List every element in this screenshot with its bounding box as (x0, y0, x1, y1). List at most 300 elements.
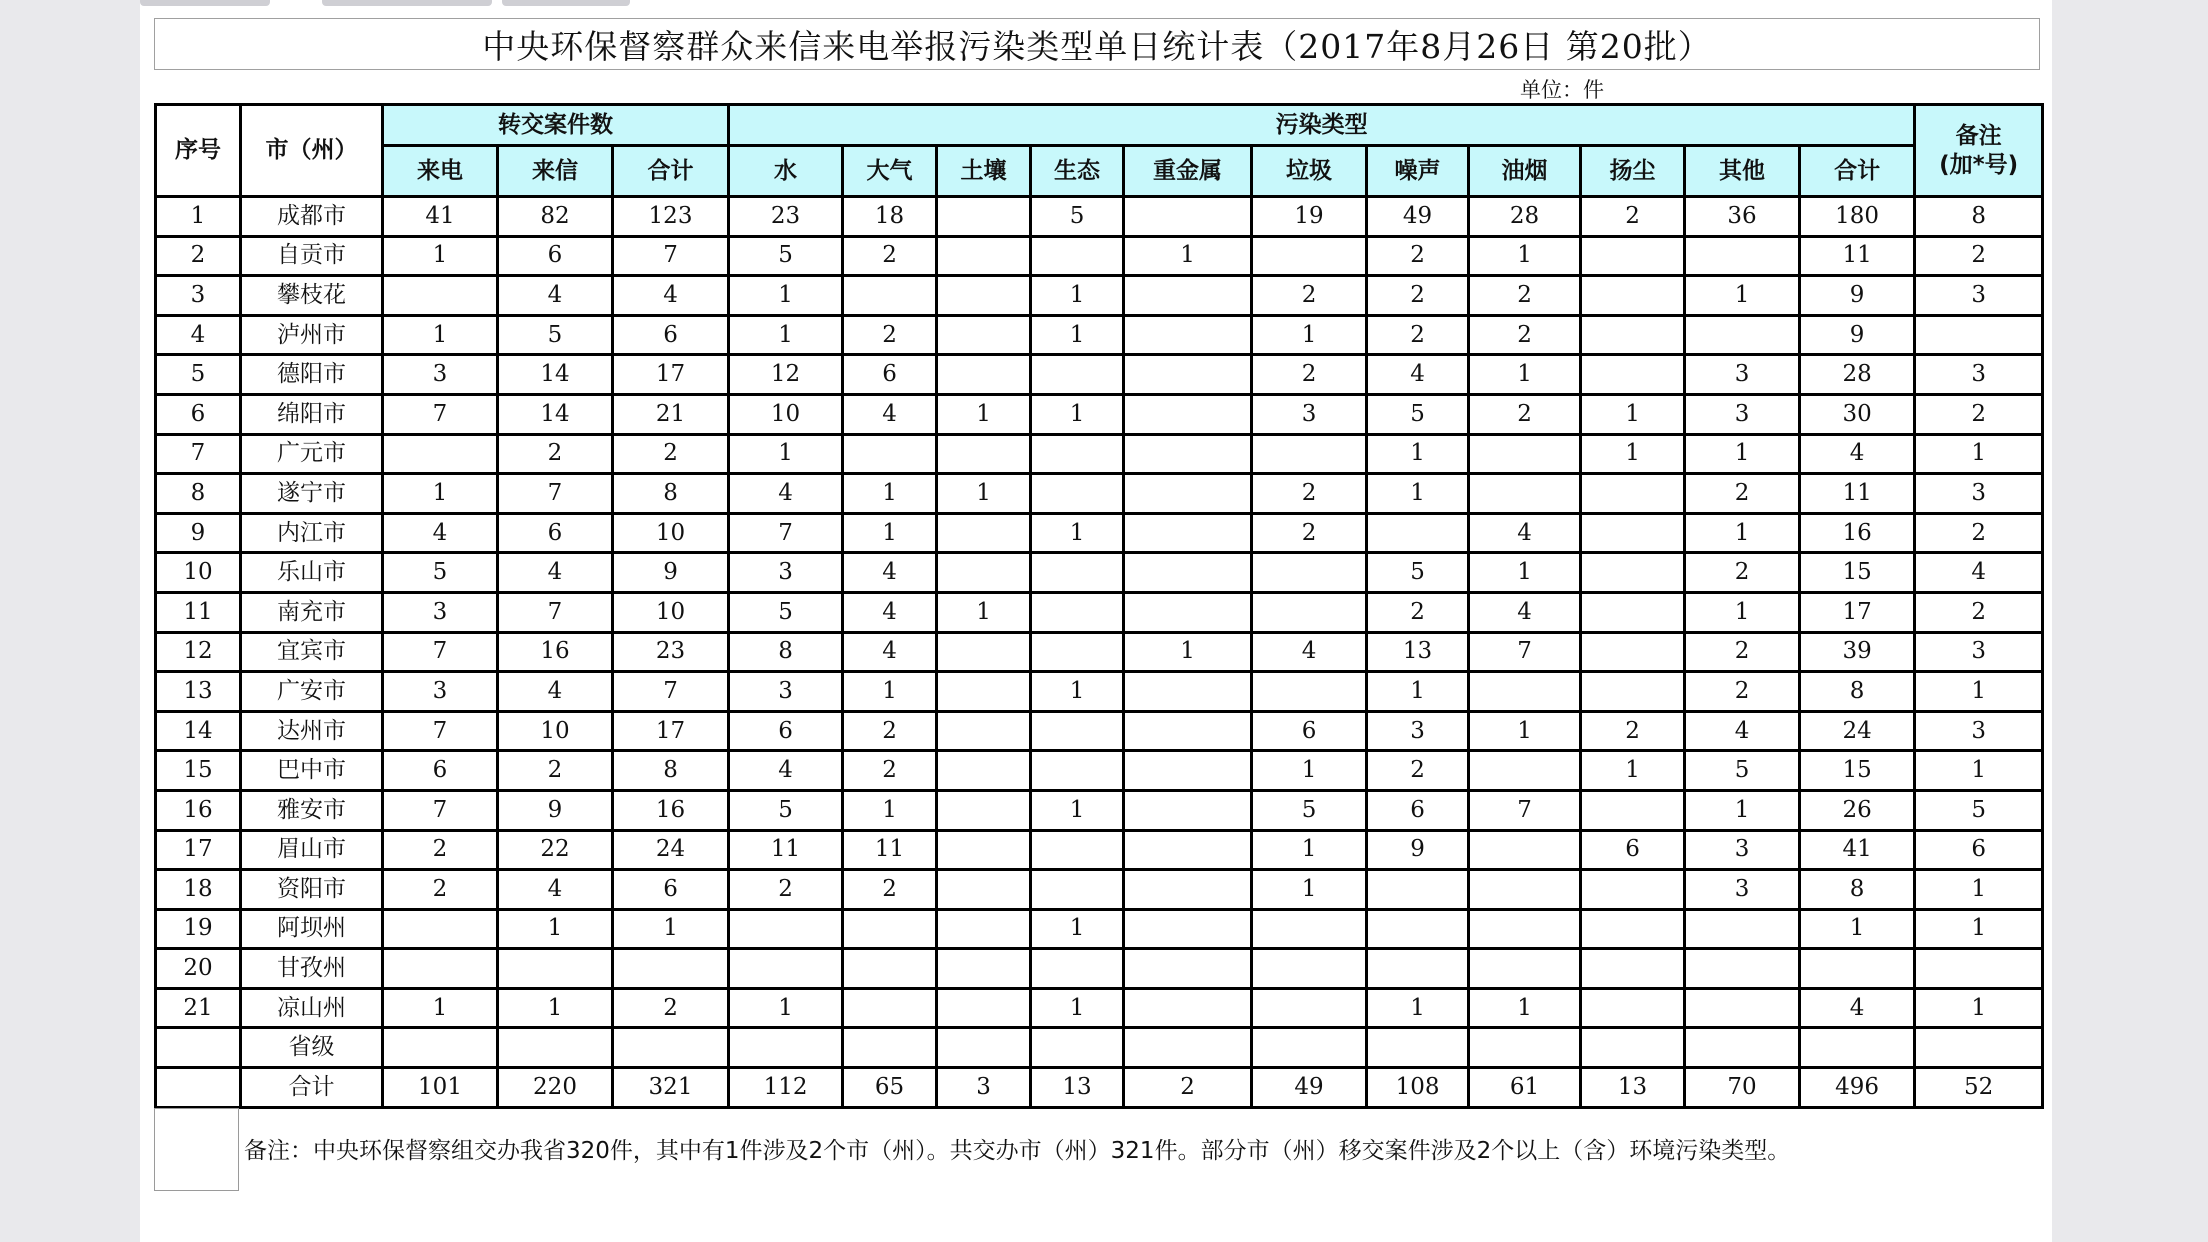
cell-value: 6 (613, 315, 729, 355)
cell-value: 4 (1800, 434, 1915, 474)
cell-value (1252, 1028, 1367, 1068)
cell-value (383, 434, 498, 474)
cell-value: 2 (1367, 236, 1469, 276)
cell-value: 10 (613, 592, 729, 632)
cell-value (498, 949, 613, 989)
cell-value (1581, 632, 1685, 672)
cell-value (1124, 830, 1252, 870)
cell-value: 2 (1581, 711, 1685, 751)
cell-city: 广安市 (241, 672, 383, 712)
cell-city: 乐山市 (241, 553, 383, 593)
cell-value: 4 (498, 553, 613, 593)
header-pollution-col: 其他 (1685, 146, 1800, 197)
cell-city: 宜宾市 (241, 632, 383, 672)
cell-seq: 18 (156, 870, 241, 910)
cell-value: 2 (1581, 197, 1685, 237)
cell-value: 1 (613, 909, 729, 949)
cell-value: 6 (613, 870, 729, 910)
header-transfer-col: 来信 (498, 146, 613, 197)
cell-value: 9 (1800, 315, 1915, 355)
cell-value: 6 (1252, 711, 1367, 751)
cell-value (1581, 592, 1685, 632)
cell-value: 2 (1685, 672, 1800, 712)
header-pollution-col: 垃圾 (1252, 146, 1367, 197)
cell-value: 2 (843, 711, 937, 751)
cell-city: 内江市 (241, 513, 383, 553)
cell-seq (156, 1068, 241, 1108)
cell-seq: 2 (156, 236, 241, 276)
table-row (156, 513, 2043, 553)
document-page (140, 0, 2052, 1242)
cell-value: 1 (1031, 276, 1124, 316)
cell-value (1469, 830, 1581, 870)
cell-value: 6 (729, 711, 843, 751)
cell-value: 2 (498, 434, 613, 474)
cell-value: 1 (1800, 909, 1915, 949)
cell-value: 10 (729, 394, 843, 434)
cell-value: 3 (937, 1068, 1031, 1108)
cell-city: 广元市 (241, 434, 383, 474)
cell-value: 2 (1915, 394, 2043, 434)
cell-value: 1 (383, 315, 498, 355)
cell-value: 1 (1031, 988, 1124, 1028)
cell-value: 1 (1685, 790, 1800, 830)
cell-seq: 9 (156, 513, 241, 553)
cell-value (937, 711, 1031, 751)
cell-value (937, 315, 1031, 355)
cell-value (729, 909, 843, 949)
cell-value: 13 (1031, 1068, 1124, 1108)
table-row (156, 276, 2043, 316)
cell-city: 达州市 (241, 711, 383, 751)
cell-value: 13 (1367, 632, 1469, 672)
cell-value (1469, 474, 1581, 514)
cell-value: 2 (1252, 355, 1367, 395)
cell-value (937, 672, 1031, 712)
table-row (156, 949, 2043, 989)
cell-value: 5 (1915, 790, 2043, 830)
cell-value: 2 (1367, 276, 1469, 316)
cell-value: 2 (1685, 553, 1800, 593)
cell-value: 7 (1469, 632, 1581, 672)
note-area (154, 1108, 2041, 1191)
cell-value: 1 (1367, 474, 1469, 514)
cell-city: 绵阳市 (241, 394, 383, 434)
cell-value: 1 (1367, 988, 1469, 1028)
cell-value: 2 (1469, 276, 1581, 316)
cell-value (1581, 672, 1685, 712)
cell-value (1581, 513, 1685, 553)
cell-value (1031, 434, 1124, 474)
cell-value: 123 (613, 197, 729, 237)
cell-seq: 11 (156, 592, 241, 632)
cell-value (613, 949, 729, 989)
cell-value: 1 (1915, 434, 2043, 474)
cell-value: 1 (1685, 592, 1800, 632)
cell-value: 6 (383, 751, 498, 791)
cell-value (937, 513, 1031, 553)
cell-value (1367, 909, 1469, 949)
cell-value (1367, 513, 1469, 553)
cell-city: 自贡市 (241, 236, 383, 276)
cell-value (383, 949, 498, 989)
cell-value: 8 (613, 751, 729, 791)
table-row (156, 434, 2043, 474)
cell-value: 1 (1031, 672, 1124, 712)
cell-value: 3 (1915, 355, 2043, 395)
cell-value: 3 (1685, 355, 1800, 395)
table-row (156, 988, 2043, 1028)
cell-seq: 4 (156, 315, 241, 355)
cell-value: 2 (613, 988, 729, 1028)
cell-value: 1 (1031, 513, 1124, 553)
cell-value: 220 (498, 1068, 613, 1108)
cell-value: 4 (729, 751, 843, 791)
cell-value: 5 (1252, 790, 1367, 830)
cell-value (1252, 988, 1367, 1028)
cell-value: 1 (1031, 394, 1124, 434)
cell-value (498, 1028, 613, 1068)
cell-value (1252, 236, 1367, 276)
header-remark-line2: (加*号) (1939, 151, 2019, 178)
cell-value: 180 (1800, 197, 1915, 237)
cell-value (843, 276, 937, 316)
cell-value: 11 (729, 830, 843, 870)
cell-value: 1 (1469, 236, 1581, 276)
cell-value: 6 (1367, 790, 1469, 830)
cell-value: 1 (1915, 870, 2043, 910)
cell-value: 3 (1915, 632, 2043, 672)
cell-seq (156, 1028, 241, 1068)
table-row (156, 315, 2043, 355)
cell-value (1124, 751, 1252, 791)
note-box (154, 1108, 239, 1191)
header-pollution-col: 重金属 (1124, 146, 1252, 197)
toolbar-tab-stub[interactable] (140, 0, 270, 6)
cell-seq: 10 (156, 553, 241, 593)
header-pollution-col: 大气 (843, 146, 937, 197)
table-row (156, 632, 2043, 672)
cell-city: 巴中市 (241, 751, 383, 791)
cell-value (729, 1028, 843, 1068)
header-seq: 序号 (156, 105, 241, 197)
table-row (156, 1068, 2043, 1108)
cell-value: 4 (498, 672, 613, 712)
cell-seq: 14 (156, 711, 241, 751)
cell-value: 6 (498, 236, 613, 276)
cell-value (937, 236, 1031, 276)
cell-value (937, 949, 1031, 989)
header-transfer-col: 合计 (613, 146, 729, 197)
cell-value: 41 (383, 197, 498, 237)
cell-value: 1 (937, 394, 1031, 434)
cell-value (1124, 870, 1252, 910)
cell-value: 2 (1915, 513, 2043, 553)
cell-value: 1 (937, 474, 1031, 514)
cell-seq: 15 (156, 751, 241, 791)
cell-city: 眉山市 (241, 830, 383, 870)
table-row (156, 236, 2043, 276)
cell-seq: 5 (156, 355, 241, 395)
cell-value: 3 (383, 592, 498, 632)
cell-value: 1 (1031, 790, 1124, 830)
cell-value (937, 870, 1031, 910)
cell-value (1031, 830, 1124, 870)
cell-value (1581, 276, 1685, 316)
toolbar-tab-stub[interactable] (322, 0, 492, 6)
cell-value (1685, 1028, 1800, 1068)
cell-value: 1 (1915, 988, 2043, 1028)
cell-value: 4 (613, 276, 729, 316)
cell-value: 2 (1252, 513, 1367, 553)
cell-value (1252, 672, 1367, 712)
cell-value (937, 355, 1031, 395)
cell-value: 8 (1800, 672, 1915, 712)
cell-value: 4 (843, 553, 937, 593)
cell-value: 21 (613, 394, 729, 434)
cell-value: 2 (1367, 751, 1469, 791)
cell-value: 11 (843, 830, 937, 870)
cell-value: 112 (729, 1068, 843, 1108)
cell-value: 496 (1800, 1068, 1915, 1108)
cell-value (1800, 1028, 1915, 1068)
cell-value: 4 (729, 474, 843, 514)
header-pollution-col: 土壤 (937, 146, 1031, 197)
cell-value (1124, 394, 1252, 434)
cell-value: 2 (1252, 276, 1367, 316)
cell-value: 1 (498, 909, 613, 949)
cell-value (1031, 632, 1124, 672)
cell-value: 5 (729, 592, 843, 632)
cell-value: 1 (1252, 751, 1367, 791)
cell-value (1124, 790, 1252, 830)
cell-value: 52 (1915, 1068, 2043, 1108)
cell-value (1581, 949, 1685, 989)
cell-value: 1 (1685, 513, 1800, 553)
cell-value: 1 (1685, 434, 1800, 474)
cell-value (1031, 474, 1124, 514)
cell-value: 4 (498, 870, 613, 910)
cell-value: 28 (1469, 197, 1581, 237)
cell-value: 49 (1252, 1068, 1367, 1108)
cell-value: 8 (613, 474, 729, 514)
cell-value (1031, 751, 1124, 791)
cell-value: 7 (383, 632, 498, 672)
table-row (156, 751, 2043, 791)
cell-value: 30 (1800, 394, 1915, 434)
cell-value: 1 (498, 988, 613, 1028)
table-row (156, 830, 2043, 870)
cell-value (1031, 553, 1124, 593)
cell-city: 合计 (241, 1068, 383, 1108)
header-pollution-col: 扬尘 (1581, 146, 1685, 197)
cell-value: 17 (613, 711, 729, 751)
table-row (156, 790, 2043, 830)
cell-value: 70 (1685, 1068, 1800, 1108)
cell-value: 7 (383, 394, 498, 434)
cell-value: 8 (1800, 870, 1915, 910)
cell-value: 1 (1581, 394, 1685, 434)
cell-value: 2 (1469, 315, 1581, 355)
cell-value (1252, 434, 1367, 474)
cell-value: 1 (1915, 751, 2043, 791)
table-row (156, 197, 2043, 237)
cell-value: 2 (1915, 236, 2043, 276)
cell-value (1124, 276, 1252, 316)
cell-value: 5 (1367, 553, 1469, 593)
cell-value: 1 (729, 434, 843, 474)
cell-value (1124, 988, 1252, 1028)
cell-value: 4 (843, 632, 937, 672)
cell-value (1915, 315, 2043, 355)
cell-value: 1 (1252, 315, 1367, 355)
cell-seq: 12 (156, 632, 241, 672)
cell-value: 65 (843, 1068, 937, 1108)
toolbar-tab-stub[interactable] (502, 0, 630, 6)
cell-value: 5 (729, 236, 843, 276)
cell-value: 1 (729, 315, 843, 355)
cell-value: 1 (1469, 553, 1581, 593)
cell-value: 11 (1800, 236, 1915, 276)
cell-value: 4 (1469, 592, 1581, 632)
cell-value: 2 (843, 751, 937, 791)
cell-value: 49 (1367, 197, 1469, 237)
cell-value: 16 (613, 790, 729, 830)
cell-value: 36 (1685, 197, 1800, 237)
cell-value (1124, 949, 1252, 989)
cell-value (1252, 553, 1367, 593)
cell-value: 2 (729, 870, 843, 910)
cell-seq: 8 (156, 474, 241, 514)
cell-value: 4 (1469, 513, 1581, 553)
cell-value: 2 (383, 830, 498, 870)
cell-city: 遂宁市 (241, 474, 383, 514)
cell-value: 1 (1252, 830, 1367, 870)
cell-value (1469, 751, 1581, 791)
cell-value: 41 (1800, 830, 1915, 870)
cell-value: 13 (1581, 1068, 1685, 1108)
cell-value: 2 (843, 315, 937, 355)
cell-value: 5 (1685, 751, 1800, 791)
header-city: 市（州） (241, 105, 383, 197)
cell-value: 3 (1915, 711, 2043, 751)
cell-value (1031, 711, 1124, 751)
cell-value: 5 (383, 553, 498, 593)
cell-value: 2 (1685, 632, 1800, 672)
cell-value: 5 (729, 790, 843, 830)
cell-city: 德阳市 (241, 355, 383, 395)
cell-value (1469, 434, 1581, 474)
cell-value: 1 (1367, 672, 1469, 712)
cell-value (843, 909, 937, 949)
cell-value (1031, 1028, 1124, 1068)
cell-value: 1 (1031, 315, 1124, 355)
cell-value: 1 (1469, 711, 1581, 751)
cell-value: 16 (1800, 513, 1915, 553)
cell-value: 5 (498, 315, 613, 355)
cell-value: 1 (1581, 751, 1685, 791)
cell-value (383, 276, 498, 316)
cell-value (1685, 949, 1800, 989)
cell-city: 雅安市 (241, 790, 383, 830)
cell-seq: 16 (156, 790, 241, 830)
cell-value: 5 (1031, 197, 1124, 237)
cell-value (1581, 909, 1685, 949)
cell-value (1124, 1028, 1252, 1068)
cell-value (1581, 474, 1685, 514)
cell-value: 2 (1252, 474, 1367, 514)
cell-value (937, 909, 1031, 949)
cell-value (1469, 672, 1581, 712)
cell-city: 甘孜州 (241, 949, 383, 989)
cell-value: 4 (1685, 711, 1800, 751)
cell-value: 1 (843, 474, 937, 514)
cell-value: 26 (1800, 790, 1915, 830)
cell-value (1124, 909, 1252, 949)
cell-value: 4 (498, 276, 613, 316)
cell-value: 7 (383, 711, 498, 751)
cell-value: 22 (498, 830, 613, 870)
cell-value (1581, 315, 1685, 355)
cell-value: 15 (1800, 553, 1915, 593)
table-row (156, 355, 2043, 395)
cell-value: 8 (729, 632, 843, 672)
note-text: 备注：中央环保督察组交办我省320件，其中有1件涉及2个市（州）。共交办市（州）321件。部分市（州）移交案件涉及2个以上（含）环境污染类型。 (244, 1138, 1791, 1164)
cell-value: 1 (383, 474, 498, 514)
cell-value: 28 (1800, 355, 1915, 395)
cell-value (1800, 949, 1915, 989)
cell-value: 1 (383, 988, 498, 1028)
statistics-table (154, 103, 2044, 1109)
cell-value: 3 (1252, 394, 1367, 434)
cell-value (1124, 315, 1252, 355)
cell-value: 2 (1124, 1068, 1252, 1108)
cell-value: 2 (1469, 394, 1581, 434)
cell-value: 3 (1915, 474, 2043, 514)
cell-value (1031, 355, 1124, 395)
cell-value: 39 (1800, 632, 1915, 672)
cell-city: 攀枝花 (241, 276, 383, 316)
cell-value: 3 (383, 672, 498, 712)
cell-value: 1 (1469, 988, 1581, 1028)
cell-value: 3 (1915, 276, 2043, 316)
cell-value: 2 (1915, 592, 2043, 632)
cell-value (1031, 949, 1124, 989)
cell-value: 2 (1685, 474, 1800, 514)
cell-value: 7 (613, 236, 729, 276)
table-row (156, 870, 2043, 910)
cell-value: 16 (498, 632, 613, 672)
cell-value: 23 (729, 197, 843, 237)
cell-seq: 19 (156, 909, 241, 949)
header-pollution-group: 污染类型 (729, 105, 1915, 146)
cell-value: 1 (1124, 632, 1252, 672)
cell-value (1124, 672, 1252, 712)
cell-value (1124, 711, 1252, 751)
cell-seq: 13 (156, 672, 241, 712)
cell-value: 12 (729, 355, 843, 395)
cell-value: 1 (729, 988, 843, 1028)
table-row (156, 711, 2043, 751)
cell-city: 泸州市 (241, 315, 383, 355)
cell-value: 14 (498, 394, 613, 434)
table-title: 中央环保督察群众来信来电举报污染类型单日统计表（2017年8月26日 第20批） (154, 18, 2040, 70)
cell-value: 4 (1915, 553, 2043, 593)
cell-value: 3 (1367, 711, 1469, 751)
cell-value: 17 (1800, 592, 1915, 632)
cell-value (1124, 553, 1252, 593)
header-transfer-group: 转交案件数 (383, 105, 729, 146)
